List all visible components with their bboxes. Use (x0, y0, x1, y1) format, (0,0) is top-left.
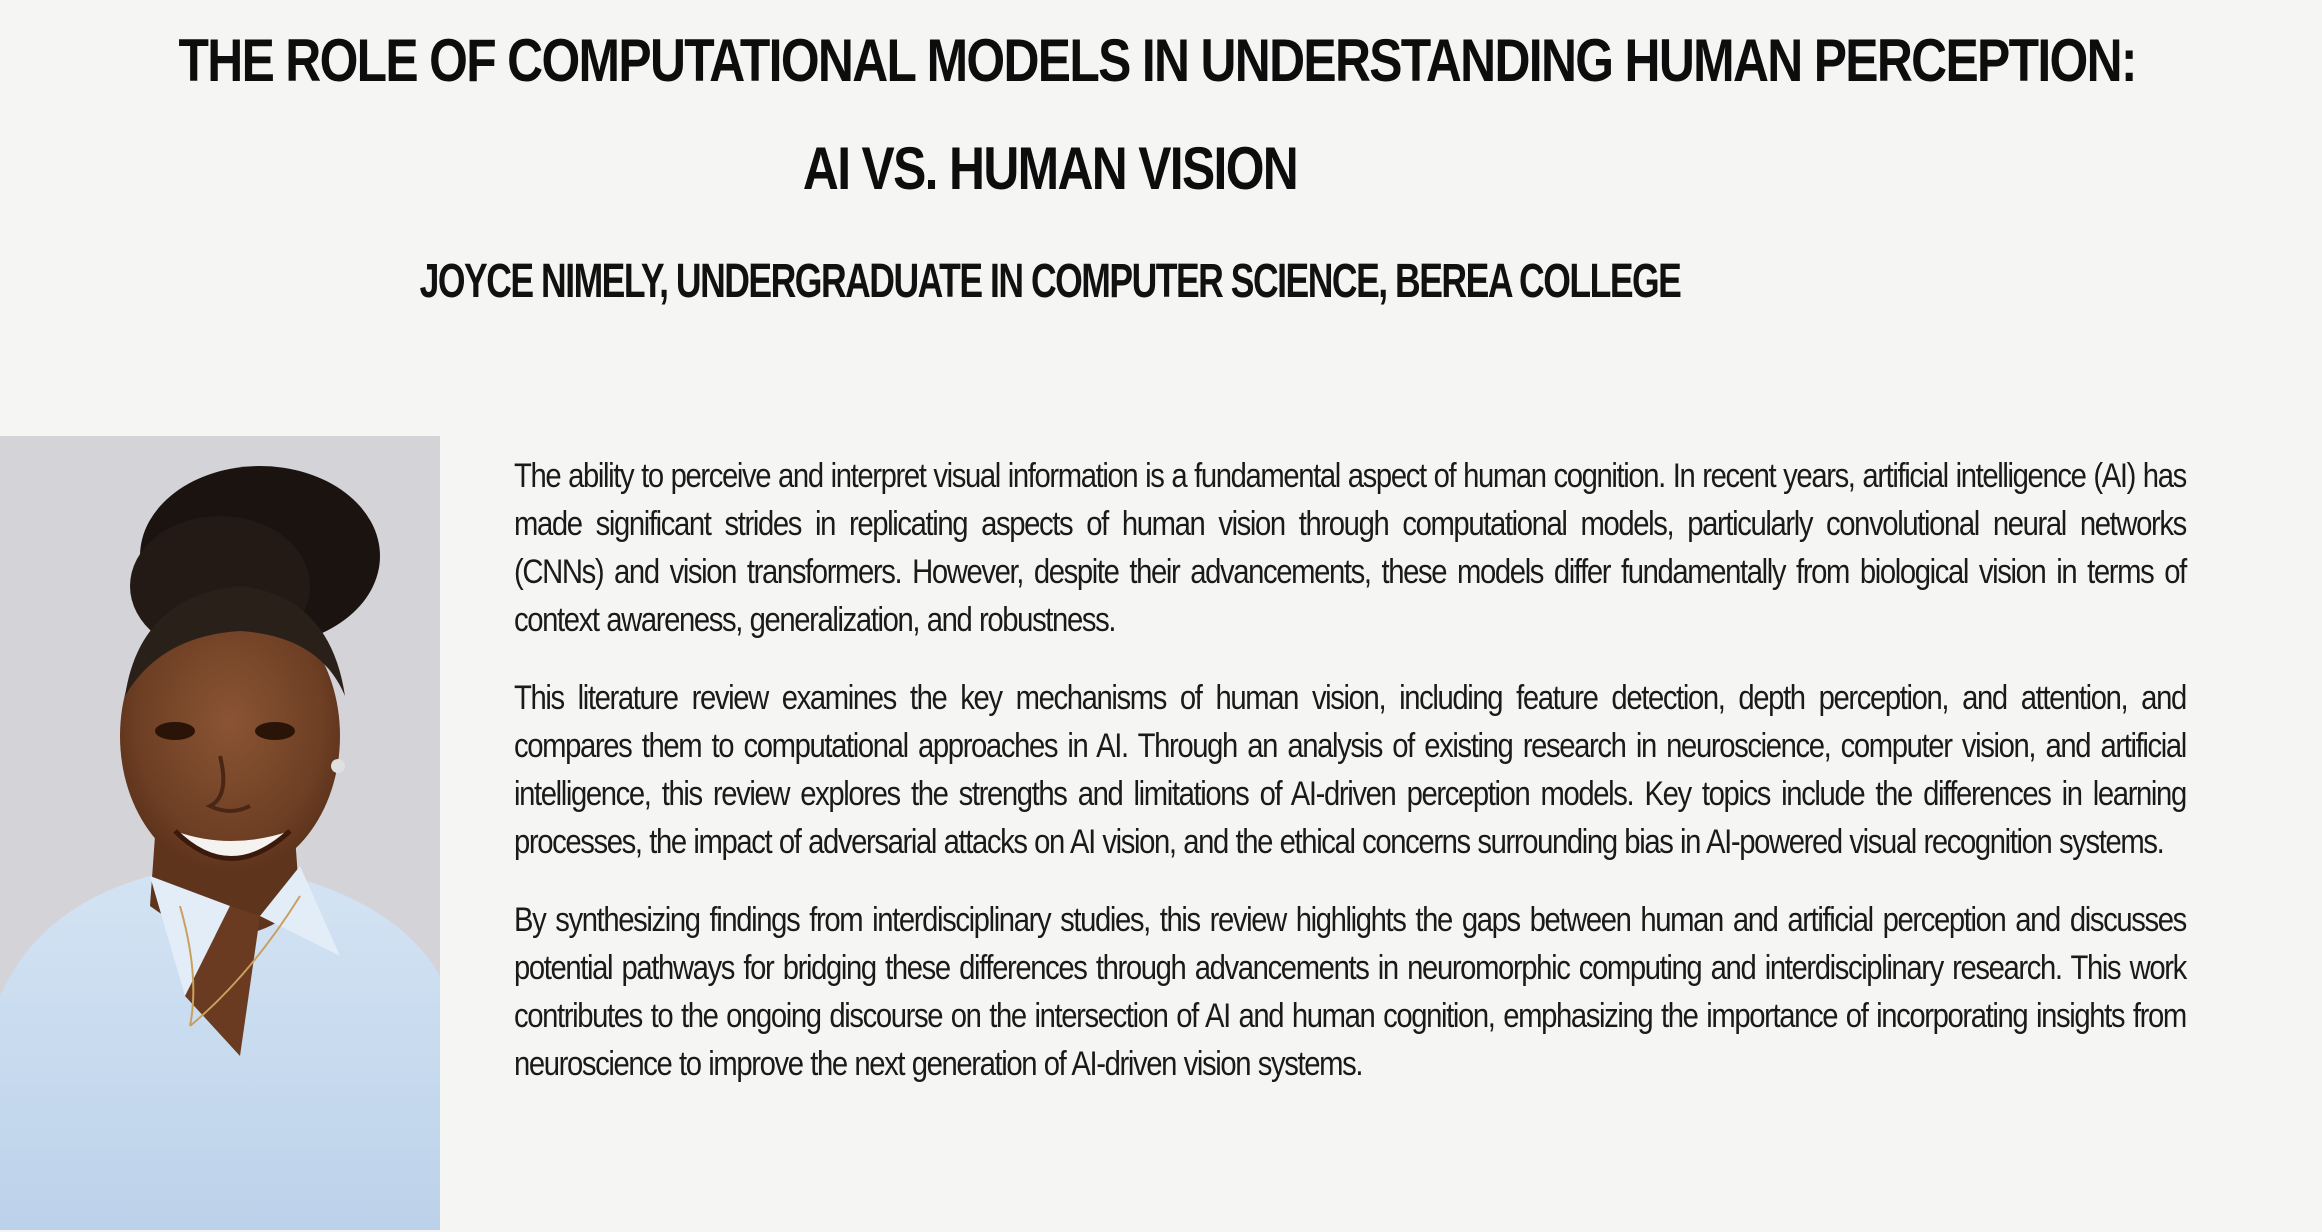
title-line-2: AI VS. HUMAN VISION (802, 135, 1298, 202)
author-portrait-photo (0, 436, 440, 1230)
abstract-text (514, 452, 2186, 1118)
portrait-illustration (0, 436, 440, 1230)
abstract-paragraph-2: This literature review examines the key mechanisms of human vision, including feature detection, depth perception, and attention, and compares them to computational approaches in AI. Through an analysis of existing research in neuroscience, computer vision, and artificial intelligence, this review explores the strengths and limitations of AI-driven perception models. Key topics include the differences in learning processes, the impact of adversarial attacks on AI vision, and the ethical concerns surrounding bias in AI-powered visual recognition systems. (514, 679, 2186, 861)
author-byline: JOYCE NIMELY, UNDERGRADUATE IN COMPUTER SCIENCE, BEREA COLLEGE (419, 255, 1681, 308)
abstract-paragraph-3: By synthesizing findings from interdisciplinary studies, this review highlights the gaps between human and artificial perception and discusses potential pathways for bridging these differences through advancements in neuromorphic computing and interdisciplinary research. This work contributes to the ongoing discourse on the intersection of AI and human cognition, emphasizing the importance of incorporating insights from neuroscience to improve the next generation of AI-driven vision systems. (514, 901, 2186, 1083)
title-line-1: THE ROLE OF COMPUTATIONAL MODELS IN UNDERSTANDING HUMAN PERCEPTION: (178, 27, 2136, 94)
abstract-paragraph-1: The ability to perceive and interpret visual information is a fundamental aspect of human cognition. In recent years, artificial intelligence (AI) has made significant strides in replicating aspects of human vision through computational models, particularly convolutional neural networks (CNNs) and vision transformers. However, despite their advancements, these models differ fundamentally from biological vision in terms of context awareness, generalization, and robustness. (514, 457, 2186, 639)
